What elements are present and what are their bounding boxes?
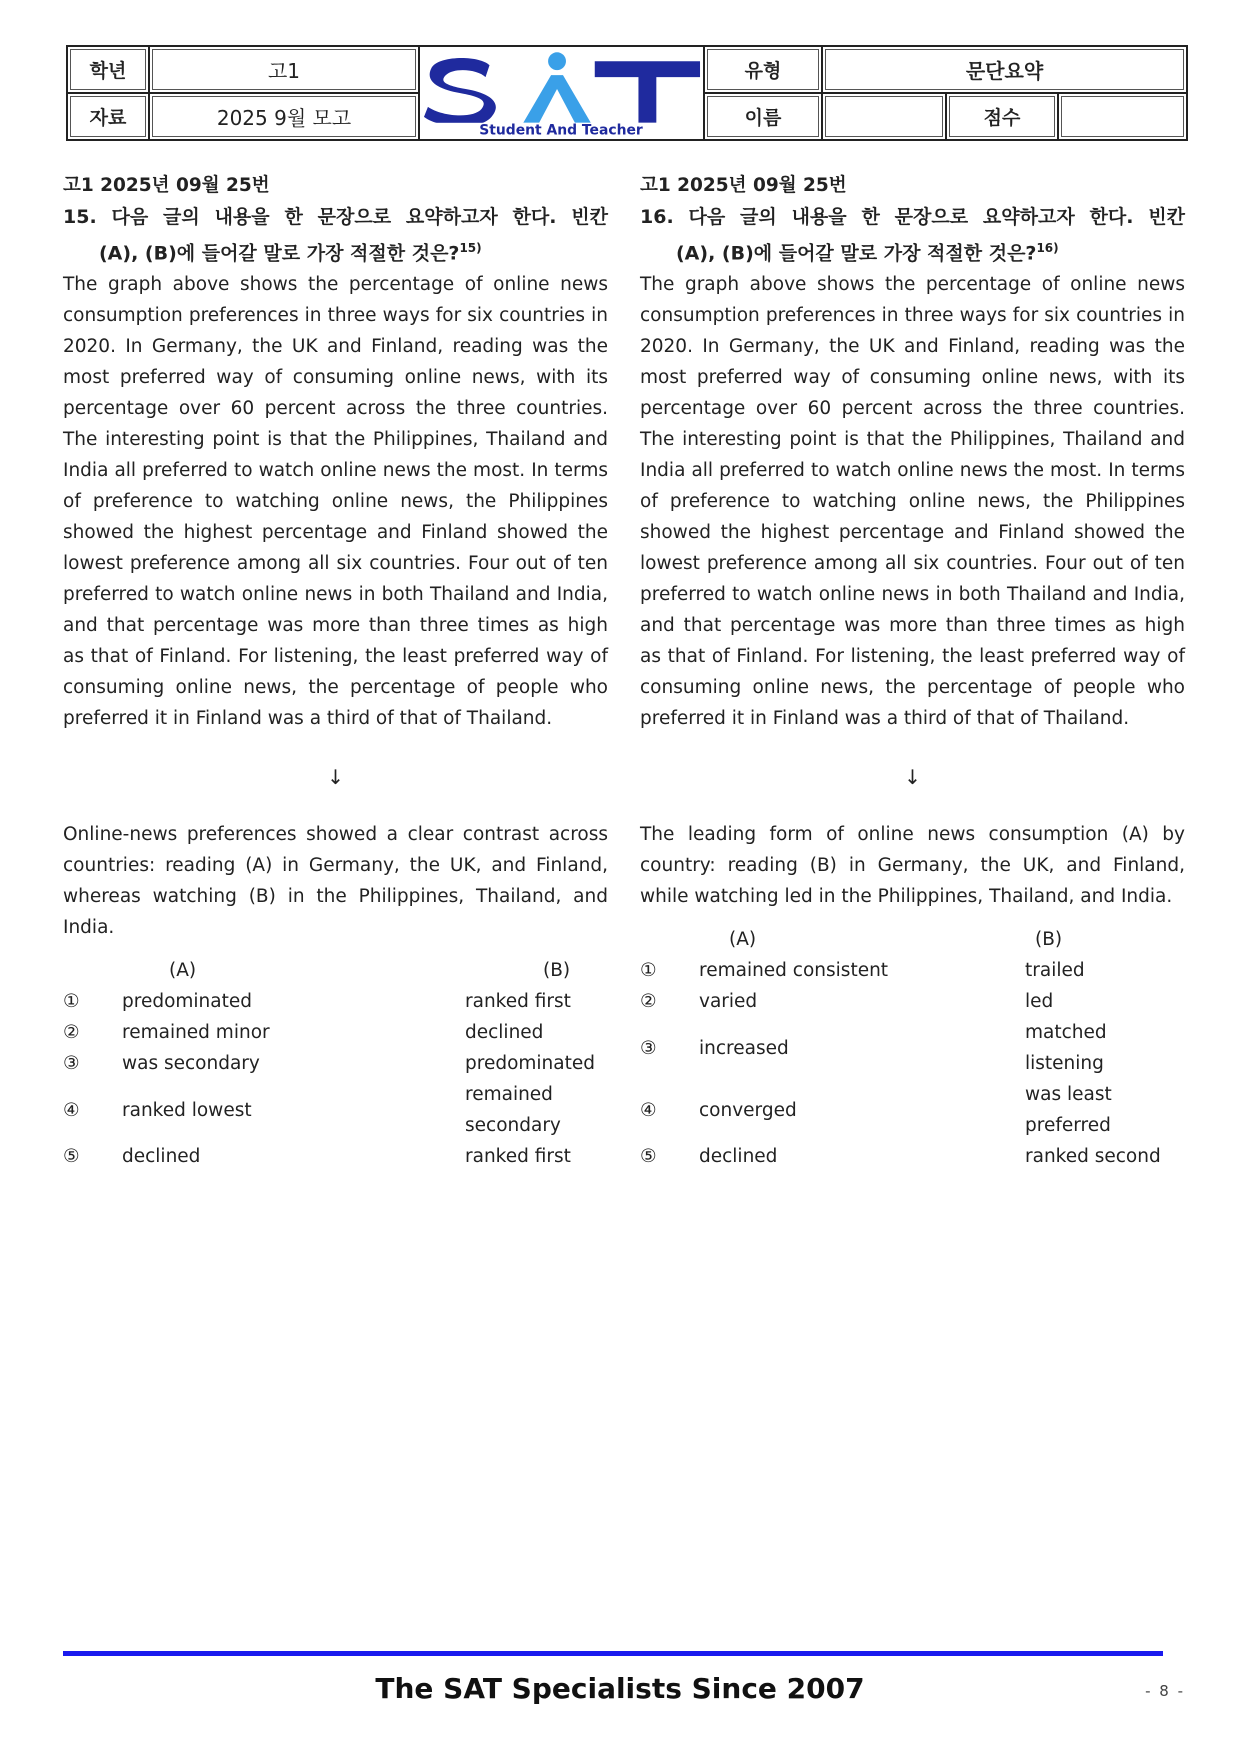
score-field[interactable] [1058,93,1187,140]
sat-logo [420,47,703,139]
material-label: 자료 [67,93,149,140]
question-prompt-text: (A), (B)에 들어갈 말로 가장 적절한 것은? [676,242,1037,265]
option-3[interactable] [63,1048,608,1079]
page-number: - 8 - [1145,1682,1185,1700]
option-a: remained consistent [699,960,889,982]
option-a: remained minor [122,1022,270,1044]
question-prompt-line1: 16. 다음 글의 내용을 한 문장으로 요약하고자 한다. 빈칸 [640,206,1185,228]
option-a: varied [699,991,758,1013]
option-a: declined [699,1146,778,1168]
option-a: converged [699,1099,797,1121]
footer-slogan: The SAT Specialists Since 2007 [375,1672,865,1705]
passage-text: The graph above shows the percentage of online news consumption preferences in three ways for six countries in 2020. In Germany, the UK and Finland, reading was the most preferred way of consuming online news, with its percentage over 60 percent across the three countries. The interesting point is that the Philippines, Thailand and India all preferred to watch online news the most. In terms of preference to watching online news, the Philippines showed the highest percentage and Finland showed the lowest preference among all six countries. Four out of ten preferred to watch online news in both Thailand and India, and that percentage was more than three times as high as that of Finland. For listening, the least preferred way of consuming online news, the percentage of people who preferred it in Finland was a third of that of Thailand. [63,274,608,730]
option-number: ⑤ [63,1146,80,1168]
summary-sentence: The leading form of online news consumption (A) by country: reading (B) in Germany, the UK, and Finland, while watching led in the Philippines, Thailand, and India. [640,824,1185,908]
column-b-header: (B) [543,960,571,982]
option-b: matched listening [1025,1022,1107,1075]
option-2[interactable] [63,1017,608,1048]
option-b: ranked first [465,1146,571,1168]
option-4[interactable] [63,1079,608,1141]
option-number: ③ [640,1037,657,1059]
footer-divider [63,1651,1163,1656]
question-15-column [63,170,608,1172]
column-a-header: (A) [169,960,197,982]
option-number: ② [640,991,657,1013]
option-b: was least preferred [1025,1084,1112,1137]
option-4[interactable] [640,1079,1185,1141]
question-prompt-line1: 15. 다음 글의 내용을 한 문장으로 요약하고자 한다. 빈칸 [63,206,608,228]
grade-value: 고1 [149,46,419,93]
option-1[interactable] [640,955,1185,986]
footnote-mark: 15) [459,241,482,255]
option-number: ② [63,1022,80,1044]
question-16-column [640,170,1185,1172]
option-a: was secondary [122,1053,260,1075]
name-field[interactable] [822,93,946,140]
option-number: ④ [63,1099,80,1121]
option-a: increased [699,1037,789,1059]
type-value: 문단요약 [822,46,1187,93]
option-a: declined [122,1146,201,1168]
answer-options [63,955,608,1172]
answer-options [640,924,1185,1172]
summary-sentence: Online-news preferences showed a clear contrast across countries: reading (A) in Germany, the UK, and Finland, whereas watching (B) in the Philippines, Thailand, and India. [63,824,608,939]
score-label: 점수 [946,93,1058,140]
option-b: remained secondary [465,1084,561,1137]
question-source: 고1 2025년 09월 25번 [63,175,270,196]
logo-subtitle: Student And Teacher [479,122,643,139]
option-number: ⑤ [640,1146,657,1168]
option-a: predominated [122,991,252,1013]
option-2[interactable] [640,986,1185,1017]
option-5[interactable] [640,1141,1185,1172]
option-b: declined [465,1022,544,1044]
question-prompt-line2 [63,233,608,269]
grade-label: 학년 [67,46,149,93]
logo-cell [419,46,704,140]
down-arrow-icon: ↓ [904,765,921,790]
option-b: trailed [1025,960,1085,982]
option-number: ④ [640,1099,657,1121]
question-prompt-text: (A), (B)에 들어갈 말로 가장 적절한 것은? [99,242,460,265]
option-number: ① [640,960,657,982]
column-a-header: (A) [729,929,757,951]
question-prompt-line2 [640,233,1185,269]
type-label: 유형 [704,46,822,93]
option-b: led [1025,991,1054,1013]
question-source: 고1 2025년 09월 25번 [640,175,847,196]
name-label: 이름 [704,93,822,140]
material-value: 2025 9월 모고 [149,93,419,140]
option-5[interactable] [63,1141,608,1172]
footnote-mark: 16) [1036,241,1059,255]
option-1[interactable] [63,986,608,1017]
option-b: ranked second [1025,1146,1161,1168]
option-a: ranked lowest [122,1099,252,1121]
option-3[interactable] [640,1017,1185,1079]
column-b-header: (B) [1035,929,1063,951]
option-number: ① [63,991,80,1013]
option-b: predominated [465,1053,595,1075]
passage-text: The graph above shows the percentage of online news consumption preferences in three ways for six countries in 2020. In Germany, the UK and Finland, reading was the most preferred way of consuming online news, with its percentage over 60 percent across the three countries. The interesting point is that the Philippines, Thailand and India all preferred to watch online news the most. In terms of preference to watching online news, the Philippines showed the highest percentage and Finland showed the lowest preference among all six countries. Four out of ten preferred to watch online news in both Thailand and India, and that percentage was more than three times as high as that of Finland. For listening, the least preferred way of consuming online news, the percentage of people who preferred it in Finland was a third of that of Thailand. [640,274,1185,730]
option-b: ranked first [465,991,571,1013]
option-number: ③ [63,1053,80,1075]
header-table [66,45,1188,141]
down-arrow-icon: ↓ [327,765,344,790]
